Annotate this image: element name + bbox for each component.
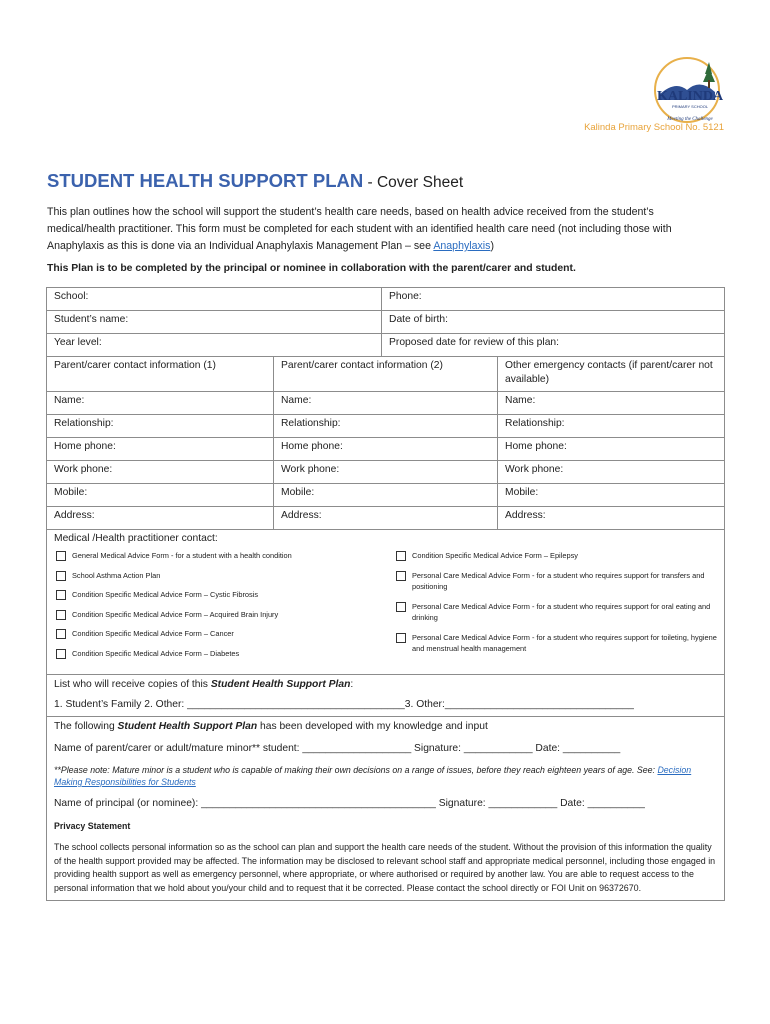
checkbox-asthma-plan[interactable]: School Asthma Action Plan <box>54 570 384 590</box>
c2-home-phone[interactable]: Home phone: <box>274 438 498 461</box>
checkbox-icon[interactable] <box>396 571 406 581</box>
dob-field[interactable]: Date of birth: <box>382 311 725 334</box>
c3-relationship[interactable]: Relationship: <box>498 415 725 438</box>
title-main: STUDENT HEALTH SUPPORT PLAN <box>47 170 364 191</box>
intro-close: ) <box>490 240 494 252</box>
c1-name[interactable]: Name: <box>47 392 274 415</box>
page-title <box>47 170 463 192</box>
title-sub: - Cover Sheet <box>363 174 464 191</box>
decision-making-link[interactable]: Decision Making Responsibilities for Students <box>54 765 692 787</box>
checkbox-icon[interactable] <box>56 629 66 639</box>
checkbox-icon[interactable] <box>56 571 66 581</box>
contact1-header: Parent/carer contact information (1) <box>47 357 274 392</box>
c3-mobile[interactable]: Mobile: <box>498 484 725 507</box>
contact3-header: Other emergency contacts (if parent/carer not available) <box>498 357 725 392</box>
privacy-title: Privacy Statement <box>54 821 131 831</box>
logo-motto: Meeting the Challenge <box>667 117 713 122</box>
checkbox-icon[interactable] <box>56 551 66 561</box>
principal-signature-line[interactable]: Name of principal (or nominee): _________________________________________ Signature: ____________ Date: __________ <box>54 798 645 809</box>
c1-home-phone[interactable]: Home phone: <box>47 438 274 461</box>
c1-work-phone[interactable]: Work phone: <box>47 461 274 484</box>
c1-address[interactable]: Address: <box>47 507 274 530</box>
anaphylaxis-link[interactable]: Anaphylaxis <box>433 240 491 252</box>
school-field[interactable]: School: <box>47 288 382 311</box>
phone-field[interactable]: Phone: <box>382 288 725 311</box>
intro-paragraph <box>47 204 719 255</box>
c3-work-phone[interactable]: Work phone: <box>498 461 725 484</box>
consent-statement: The following Student Health Support Plan has been developed with my knowledge and input <box>54 721 488 732</box>
checkbox-icon[interactable] <box>396 551 406 561</box>
c1-relationship[interactable]: Relationship: <box>47 415 274 438</box>
copies-label: List who will receive copies of this Student Health Support Plan: <box>54 679 354 690</box>
c2-relationship[interactable]: Relationship: <box>274 415 498 438</box>
privacy-text: The school collects personal information so as the school can plan and support the health care needs of the student. Without the provision of this information the quality of the health support provided may be affected. The information may be disclosed to relevant school staff and appropriate medical personnel, including those engaged in providing health support as well as emergency personnel, where appropriate, or where authorised or required by another law. You are able to request access to the personal information that we hold about you/your child and to request that it be corrected. Please contact the school directly or FOI Unit on 96372670. <box>54 842 716 893</box>
logo-subtext: PRIMARY SCHOOL <box>671 104 709 109</box>
year-level-field[interactable]: Year level: <box>47 334 382 357</box>
c3-address[interactable]: Address: <box>498 507 725 530</box>
checkbox-cystic-fibrosis[interactable]: Condition Specific Medical Advice Form – Cystic Fibrosis <box>54 589 384 609</box>
mature-minor-note: **Please note: Mature minor is a student who is capable of making their own decisions on a range of issues, before they reach eighteen years of age. See: Decision Making Responsibilities for Students <box>54 765 692 787</box>
contact2-header: Parent/carer contact information (2) <box>274 357 498 392</box>
student-name-field[interactable]: Student’s name: <box>47 311 382 334</box>
checkbox-epilepsy[interactable]: Condition Specific Medical Advice Form – Epilepsy <box>394 550 719 570</box>
checkbox-transfers[interactable]: Personal Care Medical Advice Form - for a student who requires support for transfers and positioning <box>394 570 719 601</box>
logo-text: KALINDA <box>656 89 724 104</box>
intro-text: This plan outlines how the school will support the student’s health care needs, based on health advice received from the student’s medical/health practitioner. This form must be completed for each student with an identified health care need (not including those with Anaphylaxis as this is done via an Individual Anaphylaxis Management Plan – see <box>47 206 672 252</box>
copies-section <box>47 675 725 717</box>
school-caption: Kalinda Primary School No. 5121 <box>584 122 724 133</box>
review-date-field[interactable]: Proposed date for review of this plan: <box>382 334 725 357</box>
c2-work-phone[interactable]: Work phone: <box>274 461 498 484</box>
c3-name[interactable]: Name: <box>498 392 725 415</box>
checkbox-icon[interactable] <box>56 610 66 620</box>
c1-mobile[interactable]: Mobile: <box>47 484 274 507</box>
instruction-text: This Plan is to be completed by the principal or nominee in collaboration with the parent/carer and student. <box>47 263 576 274</box>
checkbox-icon[interactable] <box>396 602 406 612</box>
c2-address[interactable]: Address: <box>274 507 498 530</box>
copies-line[interactable]: 1. Student’s Family 2. Other: ______________________________________3. Other:_________________________________ <box>54 699 634 710</box>
checkbox-oral-eating[interactable]: Personal Care Medical Advice Form - for a student who requires support for oral eating and drinking <box>394 601 719 632</box>
checkbox-general-medical[interactable]: General Medical Advice Form - for a student with a health condition <box>54 550 384 570</box>
medical-contact-section <box>47 530 725 675</box>
checkbox-toileting[interactable]: Personal Care Medical Advice Form - for a student who requires support for toileting, hygiene and menstrual health management <box>394 632 719 663</box>
checkbox-diabetes[interactable]: Condition Specific Medical Advice Form – Diabetes <box>54 648 384 668</box>
checkbox-brain-injury[interactable]: Condition Specific Medical Advice Form – Acquired Brain Injury <box>54 609 384 629</box>
c3-home-phone[interactable]: Home phone: <box>498 438 725 461</box>
c2-name[interactable]: Name: <box>274 392 498 415</box>
parent-signature-line[interactable]: Name of parent/carer or adult/mature minor** student: ___________________ Signature: ____________ Date: __________ <box>54 743 621 754</box>
checkbox-icon[interactable] <box>396 633 406 643</box>
checkbox-cancer[interactable]: Condition Specific Medical Advice Form – Cancer <box>54 628 384 648</box>
checkbox-icon[interactable] <box>56 649 66 659</box>
health-plan-form-table <box>46 287 725 901</box>
advice-form-checklist <box>54 550 717 670</box>
consent-section <box>47 717 725 901</box>
c2-mobile[interactable]: Mobile: <box>274 484 498 507</box>
medical-contact-label: Medical /Health practitioner contact: <box>54 533 218 544</box>
checkbox-icon[interactable] <box>56 590 66 600</box>
